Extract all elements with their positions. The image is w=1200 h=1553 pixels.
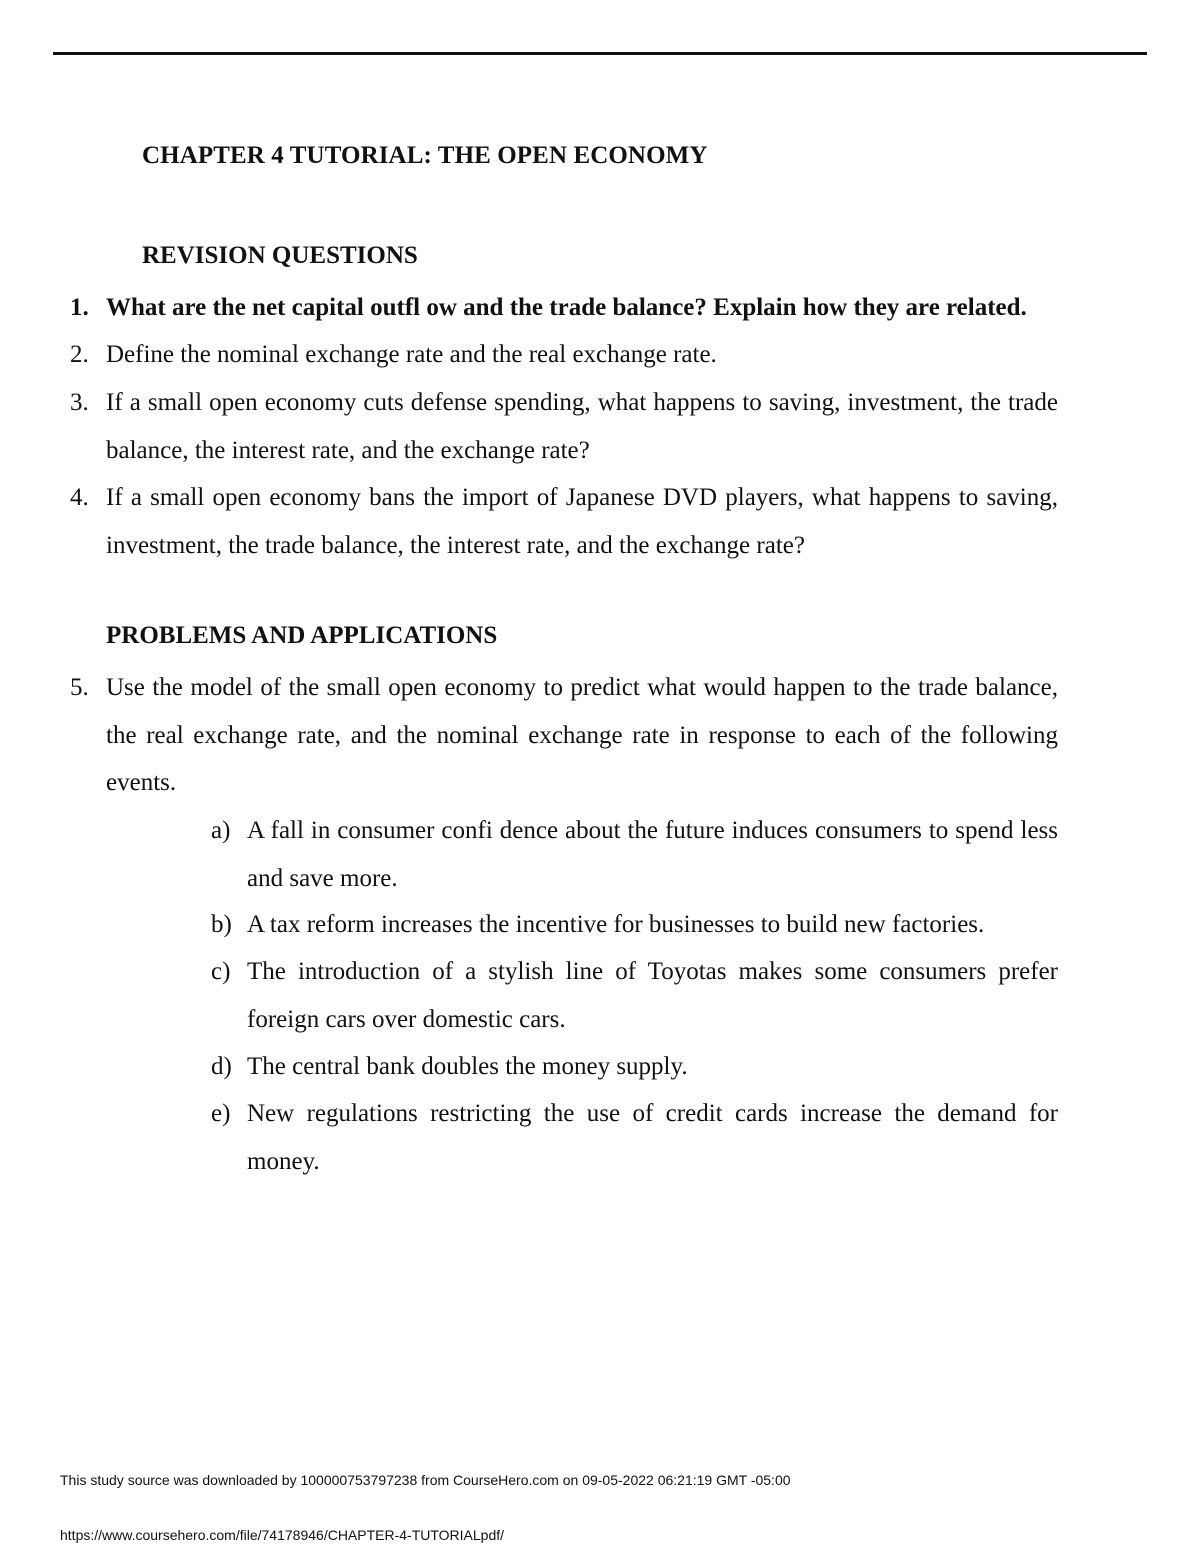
question-text: Use the model of the small open economy to predict what would happen to the trade balance, the real exchange rate, and the nominal exchange rate in response to each of the following events. xyxy=(106,674,1058,796)
sub-question-a xyxy=(211,807,1058,902)
question-text: Define the nominal exchange rate and the real exchange rate. xyxy=(106,341,717,368)
revision-question-2 xyxy=(70,331,1066,379)
sub-question-letter: d) xyxy=(211,1053,232,1080)
source-url[interactable]: https://www.coursehero.com/file/74178946/CHAPTER-4-TUTORIALpdf/ xyxy=(60,1527,505,1543)
document-title: CHAPTER 4 TUTORIAL: THE OPEN ECONOMY xyxy=(142,142,708,169)
revision-question-4 xyxy=(70,474,1058,569)
sub-question-text: New regulations restricting the use of credit cards increase the demand for money. xyxy=(247,1100,1058,1175)
sub-question-d xyxy=(211,1043,1058,1091)
sub-question-text: The central bank doubles the money supply. xyxy=(247,1053,688,1080)
problem-question-5 xyxy=(70,664,1058,807)
question-number: 5. xyxy=(70,674,89,701)
question-number: 1. xyxy=(70,294,89,321)
sub-question-letter: e) xyxy=(211,1100,231,1127)
question-number: 2. xyxy=(70,341,89,368)
download-notice: This study source was downloaded by 100000753797238 from CourseHero.com on 09-05-2022 06:21:19 GMT -05:00 xyxy=(60,1472,791,1488)
sub-question-text: A fall in consumer confi dence about the future induces consumers to spend less and save more. xyxy=(247,817,1058,892)
sub-question-letter: c) xyxy=(211,958,231,985)
revision-question-3 xyxy=(70,379,1058,474)
revision-heading: REVISION QUESTIONS xyxy=(142,242,418,269)
sub-question-letter: b) xyxy=(211,911,232,938)
revision-question-1 xyxy=(70,284,1066,332)
question-text: If a small open economy bans the import of Japanese DVD players, what happens to saving, investment, the trade balance, the interest rate, and the exchange rate? xyxy=(106,484,1058,559)
top-divider xyxy=(53,52,1147,55)
question-number: 4. xyxy=(70,484,89,511)
question-number: 3. xyxy=(70,389,89,416)
question-text: If a small open economy cuts defense spending, what happens to saving, investment, the trade balance, the interest rate, and the exchange rate? xyxy=(106,389,1058,464)
problems-heading: PROBLEMS AND APPLICATIONS xyxy=(106,622,498,649)
sub-question-e xyxy=(211,1090,1058,1185)
sub-question-text: The introduction of a stylish line of Toyotas makes some consumers prefer foreign cars over domestic cars. xyxy=(247,958,1058,1033)
question-text: What are the net capital outfl ow and the trade balance? Explain how they are related. xyxy=(106,294,1027,321)
sub-question-b xyxy=(211,901,1077,949)
sub-question-text: A tax reform increases the incentive for businesses to build new factories. xyxy=(247,911,985,938)
sub-question-letter: a) xyxy=(211,817,231,844)
sub-question-c xyxy=(211,948,1058,1043)
